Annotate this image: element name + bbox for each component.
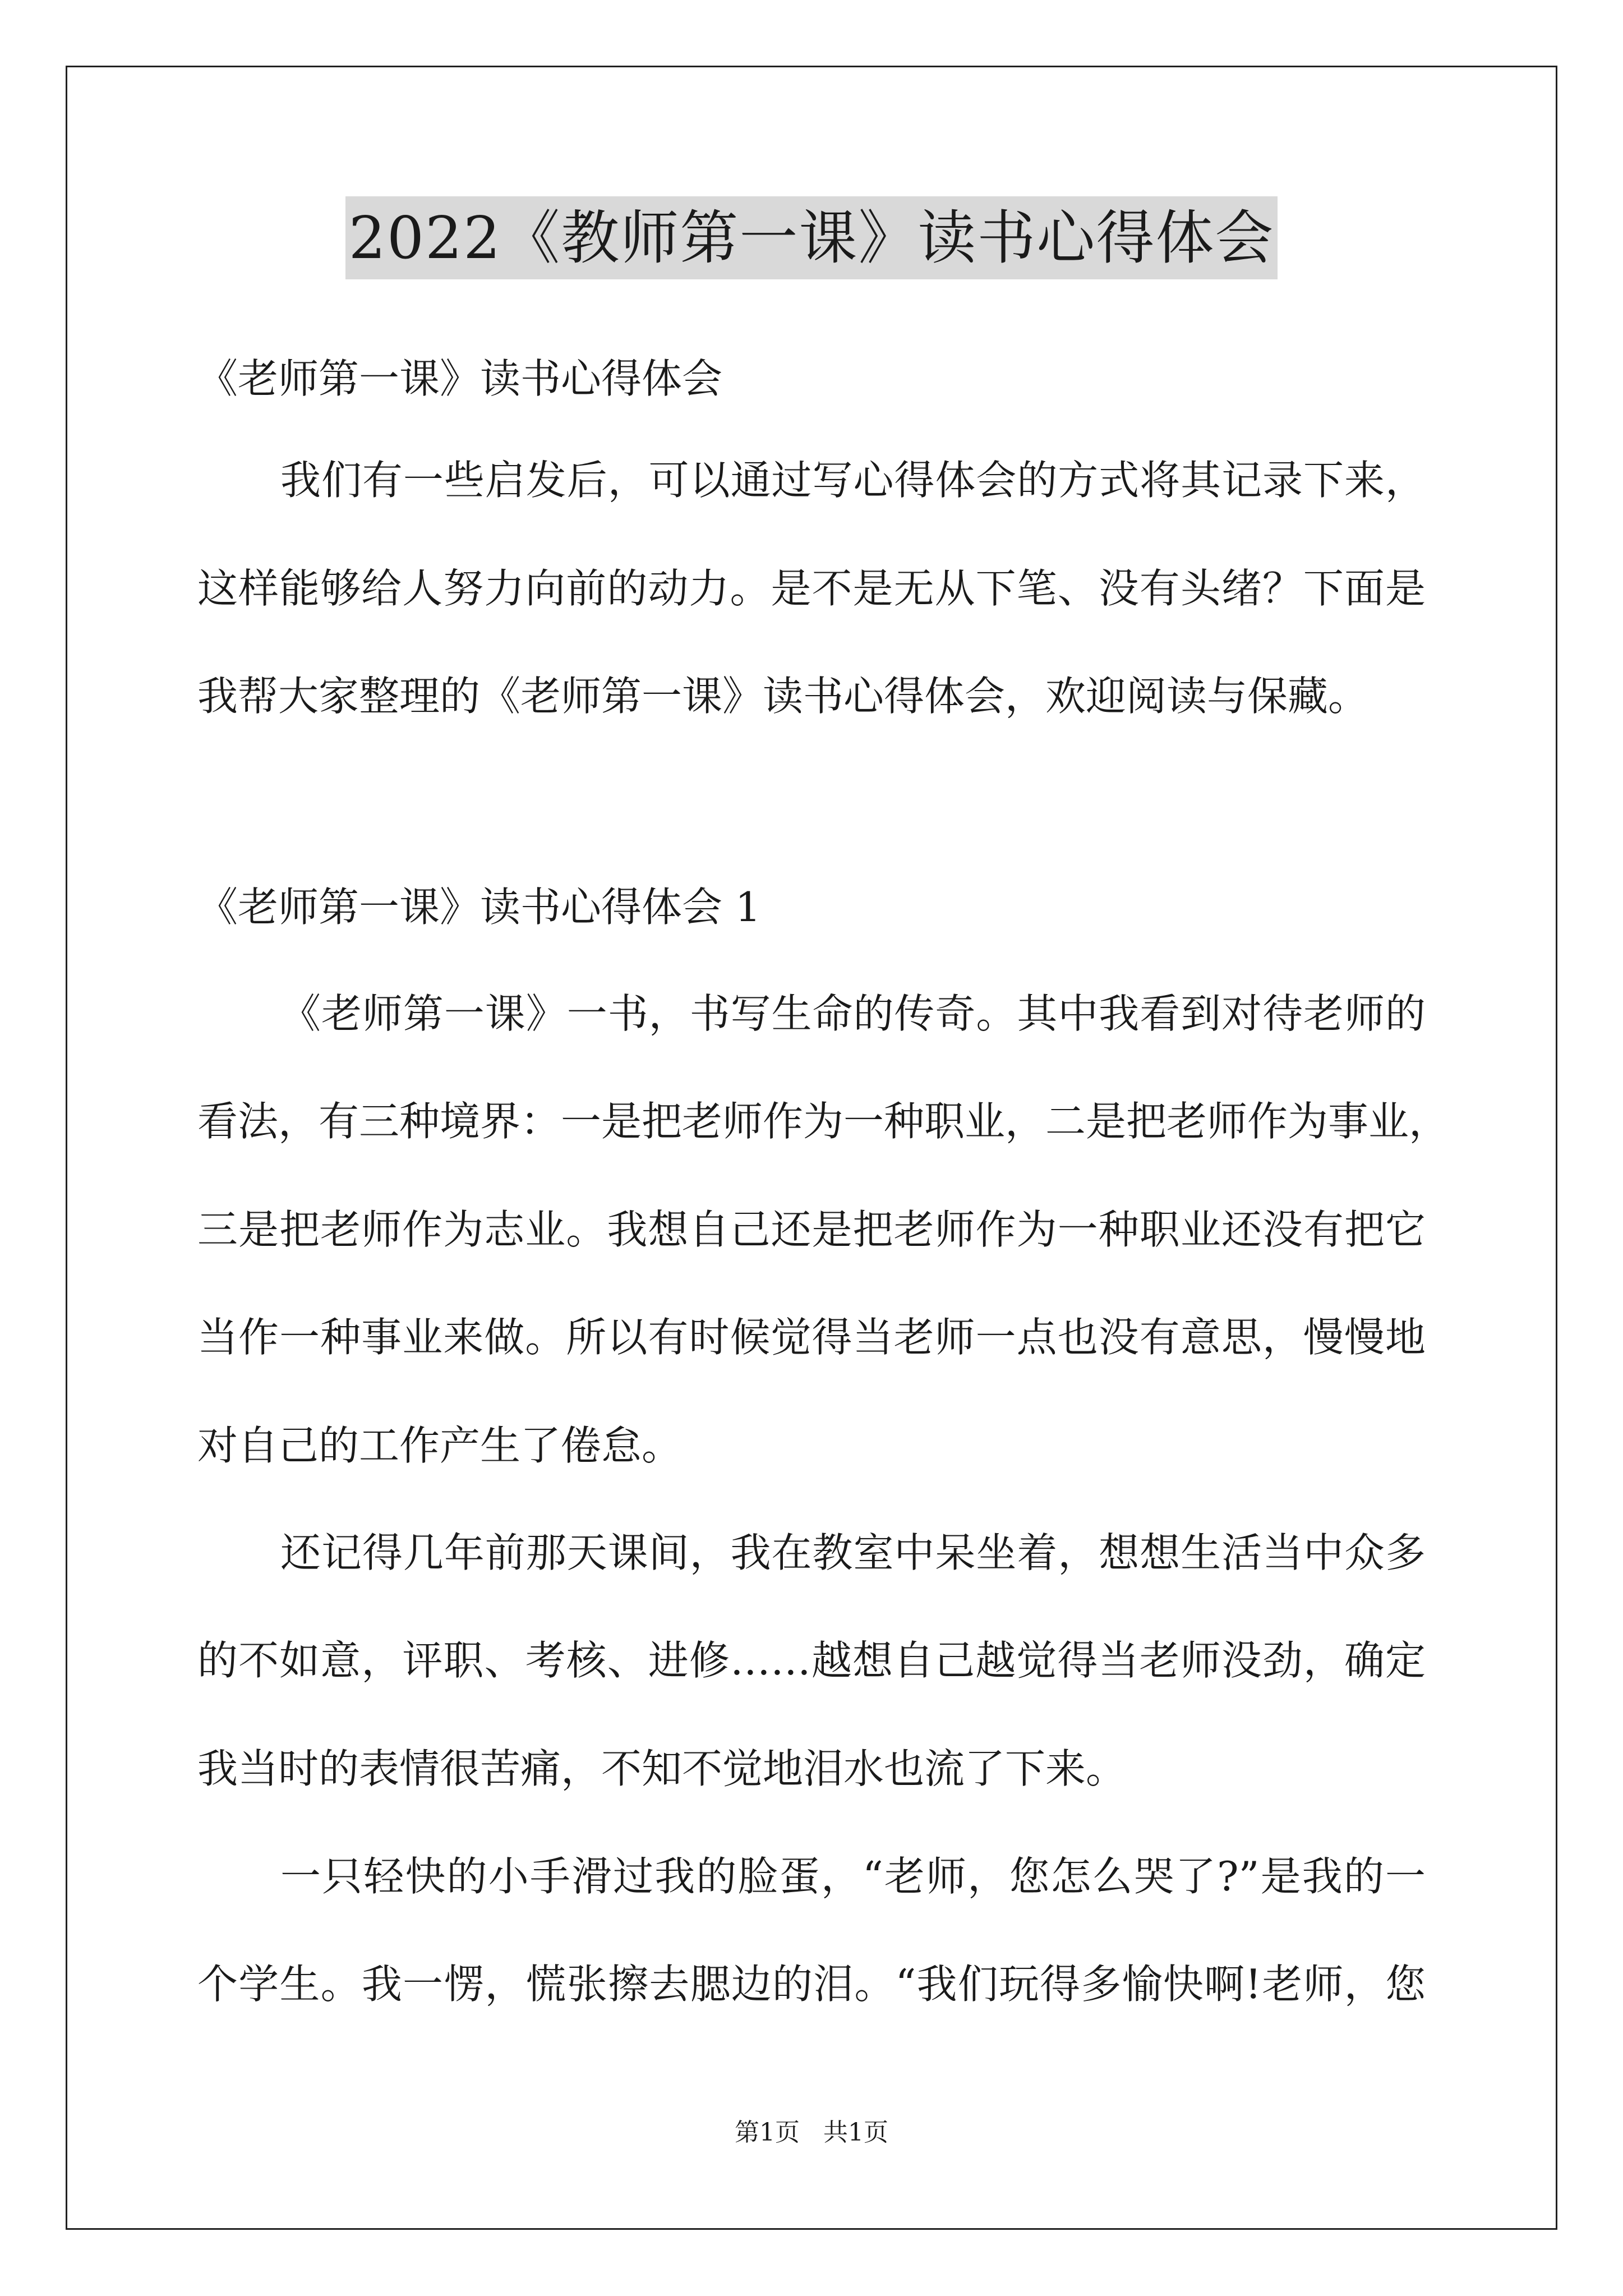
paragraph-line: 个学生。我一愣，慌张擦去腮边的泪。“我们玩得多愉快啊!老师，您 <box>197 1961 1426 2008</box>
paragraph-line: 还记得几年前那天课间，我在教室中呆坐着，想想生活当中众多 <box>280 1529 1426 1576</box>
subheading: 《老师第一课》读书心得体会 <box>197 355 723 402</box>
intro-line: 我们有一些启发后，可以通过写心得体会的方式将其记录下来， <box>280 457 1426 504</box>
intro-line: 这样能够给人努力向前的动力。是不是无从下笔、没有头绪？下面是 <box>197 565 1426 612</box>
page-number-current: 第1页 <box>735 2118 800 2147</box>
paragraph-line: 三是把老师作为志业。我想自己还是把老师作为一种职业还没有把它 <box>197 1206 1426 1253</box>
page-footer <box>0 2116 1623 2150</box>
paragraph-line: 我当时的表情很苦痛，不知不觉地泪水也流了下来。 <box>197 1745 1127 1792</box>
intro-line: 我帮大家整理的《老师第一课》读书心得体会，欢迎阅读与保藏。 <box>197 673 1369 720</box>
title-container <box>0 196 1623 279</box>
paragraph-line: 看法，有三种境界：一是把老师作为一种职业，二是把老师作为事业， <box>197 1098 1450 1145</box>
paragraph-line: 对自己的工作产生了倦怠。 <box>197 1422 683 1469</box>
section-heading: 《老师第一课》读书心得体会 1 <box>197 884 761 931</box>
document-title: 2022《教师第一课》读书心得体会 <box>345 196 1278 279</box>
page-number-total: 共1页 <box>823 2118 888 2147</box>
paragraph-line: 当作一种事业来做。所以有时候觉得当老师一点也没有意思，慢慢地 <box>197 1314 1426 1361</box>
paragraph-line: 的不如意，评职、考核、进修……越想自己越觉得当老师没劲，确定 <box>197 1637 1426 1684</box>
paragraph-line: 一只轻快的小手滑过我的脸蛋，“老师，您怎么哭了?”是我的一 <box>280 1853 1426 1900</box>
paragraph-line: 《老师第一课》一书，书写生命的传奇。其中我看到对待老师的 <box>280 990 1426 1037</box>
